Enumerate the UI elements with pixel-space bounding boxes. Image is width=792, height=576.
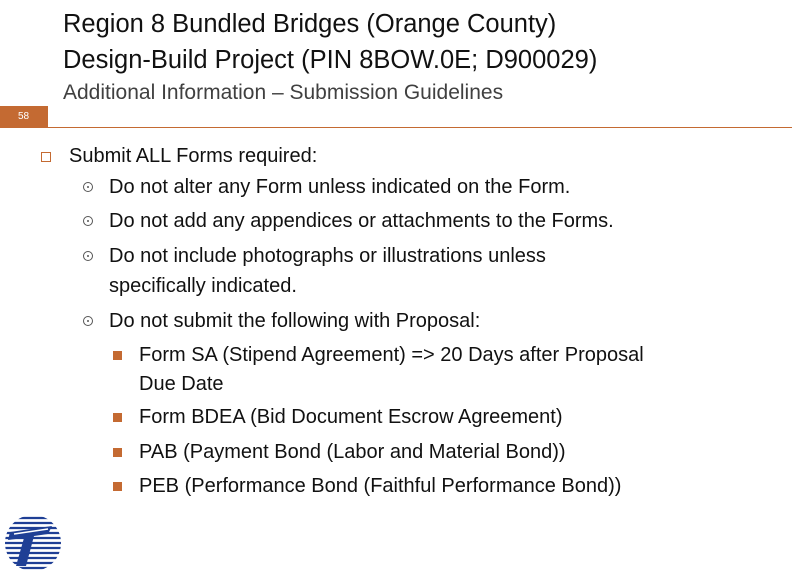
list-item: Do not add any appendices or attachments to the Forms. [109,210,614,232]
circle-bullet-icon [83,216,93,226]
slide-title [63,6,597,78]
filled-square-bullet-icon [113,351,122,360]
sub-list-item: Form SA (Stipend Agreement) => 20 Days after Proposal [139,344,644,366]
content-heading: Submit ALL Forms required: [69,145,318,167]
title-line-1: Region 8 Bundled Bridges (Orange County) [63,10,557,38]
page-number-badge: 58 [0,106,47,128]
list-item: Do not alter any Form unless indicated on the Form. [109,176,571,198]
filled-square-bullet-icon [113,448,122,457]
list-item: Do not include photographs or illustrations unless [109,245,546,267]
circle-bullet-icon [83,316,93,326]
list-item-continuation: specifically indicated. [109,275,297,297]
header-rule [47,127,792,128]
sub-list-item: PEB (Performance Bond (Faithful Performance Bond)) [139,475,622,497]
square-bullet-icon [41,152,51,162]
filled-square-bullet-icon [113,413,122,422]
circle-bullet-icon [83,251,93,261]
sub-list-item: Form BDEA (Bid Document Escrow Agreement) [139,406,563,428]
sub-list-item-continuation: Due Date [139,373,224,395]
list-item: Do not submit the following with Proposal: [109,310,481,332]
badge-divider [47,106,48,128]
sub-list-item: PAB (Payment Bond (Labor and Material Bond)) [139,441,566,463]
title-line-2: Design-Build Project (PIN 8BOW.0E; D900029) [63,46,598,74]
filled-square-bullet-icon [113,482,122,491]
nysdot-logo-icon [4,514,62,572]
circle-bullet-icon [83,182,93,192]
slide-subtitle: Additional Information – Submission Guidelines [63,81,504,104]
